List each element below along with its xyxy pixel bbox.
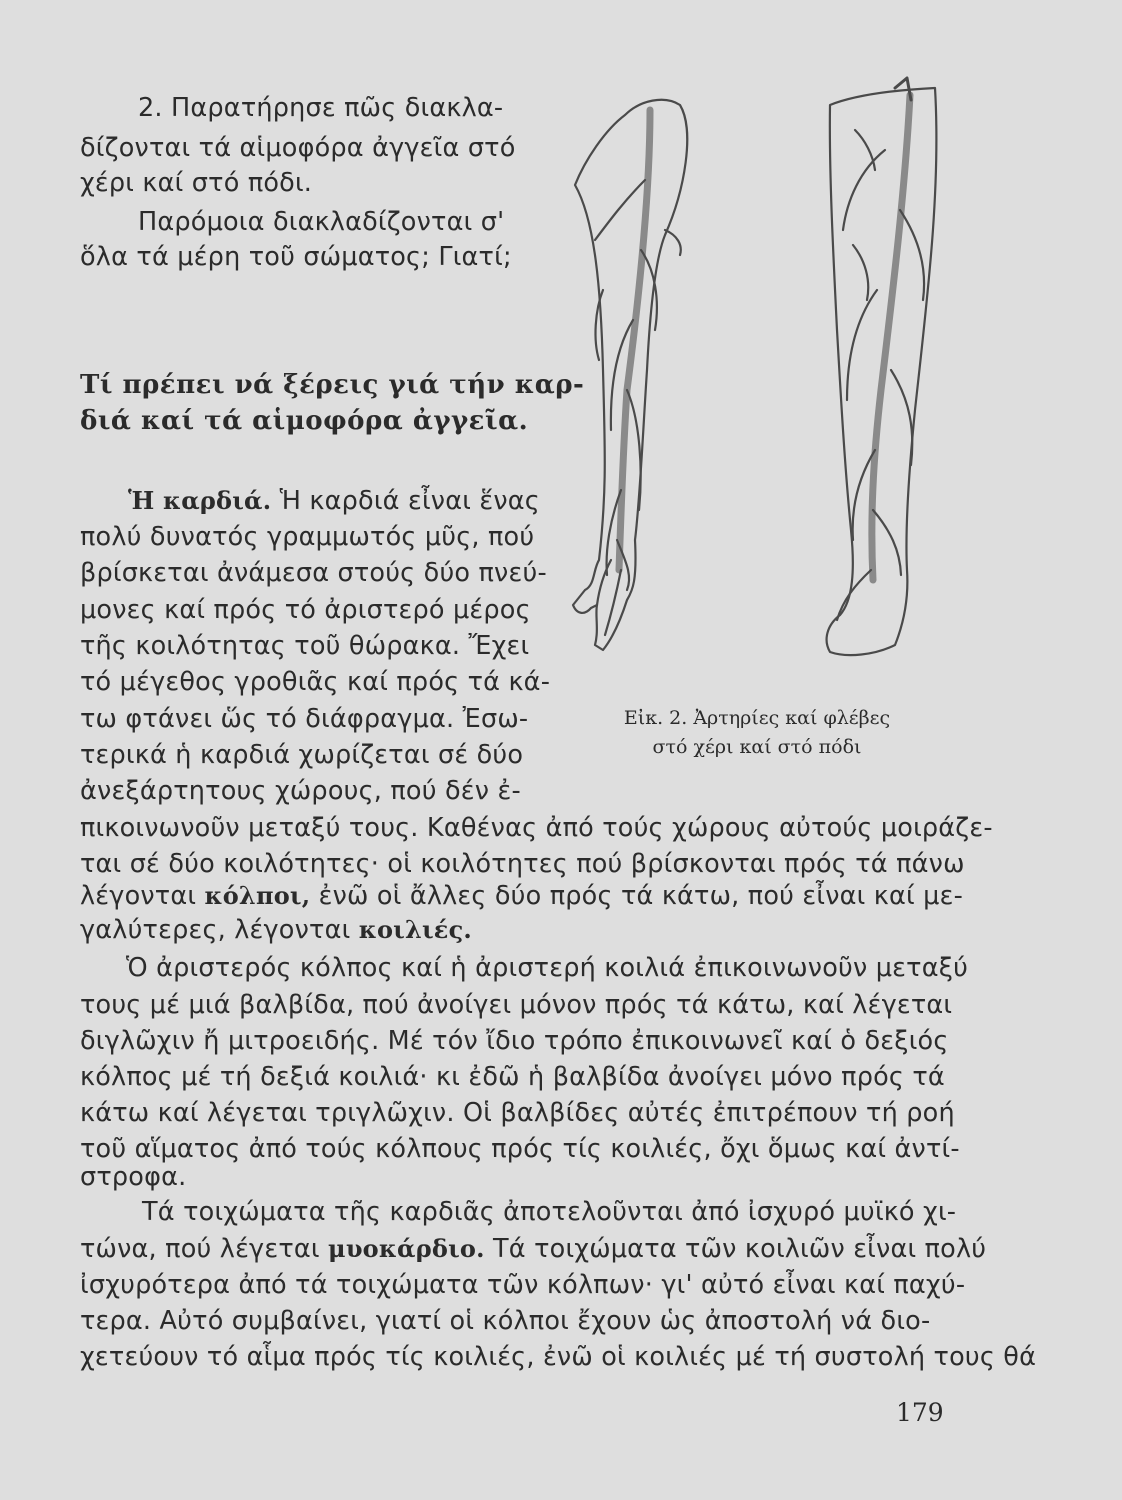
heart-line-8: τερικά ἡ καρδιά χωρίζεται σέ δύο [80, 740, 524, 770]
heart-line-13-pre: γαλύτερες, λέγονται [80, 915, 351, 945]
valves-line-2: τους μέ μιά βαλβίδα, πού ἀνοίγει μόνον πρός τά κάτω, καί λέγεται [80, 990, 953, 1020]
heart-lead: Ἡ καρδιά. [128, 486, 272, 515]
heart-line-12 [80, 880, 963, 912]
walls-line-1: Τά τοιχώματα τῆς καρδιᾶς ἀποτελοῦνται ἀπό ἰσχυρό μυϊκό χι- [142, 1197, 957, 1227]
walls-line-2-post: Τά τοιχώματα τῶν κοιλιῶν εἶναι πολύ [493, 1234, 987, 1264]
exercise-line-5: ὅλα τά μέρη τοῦ σώματος; Γιατί; [80, 242, 512, 272]
arm-drawing [573, 100, 687, 650]
heart-line-13 [80, 914, 472, 946]
valves-line-5: κάτω καί λέγεται τριγλῶχιν. Οἱ βαλβίδες αὐτές ἐπιτρέπουν τή ροή [80, 1098, 955, 1128]
page-number: 179 [896, 1398, 944, 1427]
valves-line-1: Ὁ ἀριστερός κόλπος καί ἡ ἀριστερή κοιλιά ἐπικοινωνοῦν μεταξύ [126, 953, 969, 983]
term-myocardium: μυοκάρδιο. [328, 1234, 485, 1263]
heart-line-5: τῆς κοιλότητας τοῦ θώρακα. Ἔχει [80, 631, 530, 661]
walls-line-2-pre: τώνα, πού λέγεται [80, 1234, 320, 1264]
exercise-line-4: Παρόμοια διακλαδίζονται σ' [138, 207, 505, 237]
heart-line-12-pre: λέγονται [80, 881, 197, 911]
heart-line-1 [128, 485, 540, 517]
leg-drawing [827, 78, 937, 655]
exercise-line-3: χέρι καί στό πόδι. [80, 168, 313, 198]
heart-line-10: πικοινωνοῦν μεταξύ τους. Καθένας ἀπό τούς χώρους αὐτούς μοιράζε- [80, 813, 993, 843]
walls-line-4: τερα. Αὐτό συμβαίνει, γιατί οἱ κόλποι ἔχουν ὡς ἀποστολή νά διο- [80, 1306, 931, 1336]
walls-line-3: ἰσχυρότερα ἀπό τά τοιχώματα τῶν κόλπων· γι' αὐτό εἶναι καί παχύ- [80, 1270, 966, 1300]
section-heading-line-2: διά καί τά αἱμοφόρα ἀγγεῖα. [80, 406, 529, 436]
term-kolpoi: κόλποι, [204, 881, 311, 910]
heart-line-1-text: Ἡ καρδιά εἶναι ἕνας [279, 486, 540, 516]
valves-line-7: στροφα. [80, 1162, 187, 1192]
heart-line-2: πολύ δυνατός γραμμωτός μῦς, πού [80, 522, 535, 552]
heart-line-9: ἀνεξάρτητους χώρους, πού δέν ἐ- [80, 776, 521, 806]
heart-line-4: μονες καί πρός τό ἀριστερό μέρος [80, 595, 531, 625]
valves-line-4: κόλπος μέ τή δεξιά κοιλιά· κι ἐδῶ ἡ βαλβίδα ἀνοίγει μόνο πρός τά [80, 1062, 945, 1092]
figure-caption-line-1: Εἰκ. 2. Ἀρτηρίες καί φλέβες [623, 707, 891, 729]
walls-line-5: χετεύουν τό αἷμα πρός τίς κοιλιές, ἐνῶ οἱ κοιλιές μέ τή συστολή τους θά [80, 1342, 1037, 1372]
heart-line-11: ται σέ δύο κοιλότητες· οἱ κοιλότητες πού βρίσκονται πρός τά πάνω [80, 849, 965, 879]
valves-line-3: διγλῶχιν ἤ μιτροειδής. Μέ τόν ἴδιο τρόπο ἐπικοινωνεῖ καί ὁ δεξιός [80, 1026, 949, 1056]
section-heading-line-1: Τί πρέπει νά ξέρεις γιά τήν καρ- [80, 370, 585, 400]
heart-line-3: βρίσκεται ἀνάμεσα στούς δύο πνεύ- [80, 558, 547, 588]
heart-line-6: τό μέγεθος γροθιᾶς καί πρός τά κά- [80, 667, 551, 697]
heart-line-7: τω φτάνει ὥς τό διάφραγμα. Ἐσω- [80, 704, 529, 734]
exercise-line-2: δίζονται τά αἱμοφόρα ἀγγεῖα στό [80, 133, 516, 163]
walls-line-2 [80, 1233, 986, 1265]
valves-line-6: τοῦ αἵματος ἀπό τούς κόλπους πρός τίς κοιλιές, ὄχι ὅμως καί ἀντί- [80, 1134, 960, 1164]
figure-caption-line-2: στό χέρι καί στό πόδι [652, 736, 862, 758]
term-koilies: κοιλιές. [358, 915, 472, 944]
heart-line-12-post: ἐνῶ οἱ ἄλλες δύο πρός τά κάτω, πού εἶναι καί με- [318, 881, 963, 911]
figure-illustration [555, 70, 955, 700]
exercise-line-1: 2. Παρατήρησε πῶς διακλα- [138, 93, 504, 123]
